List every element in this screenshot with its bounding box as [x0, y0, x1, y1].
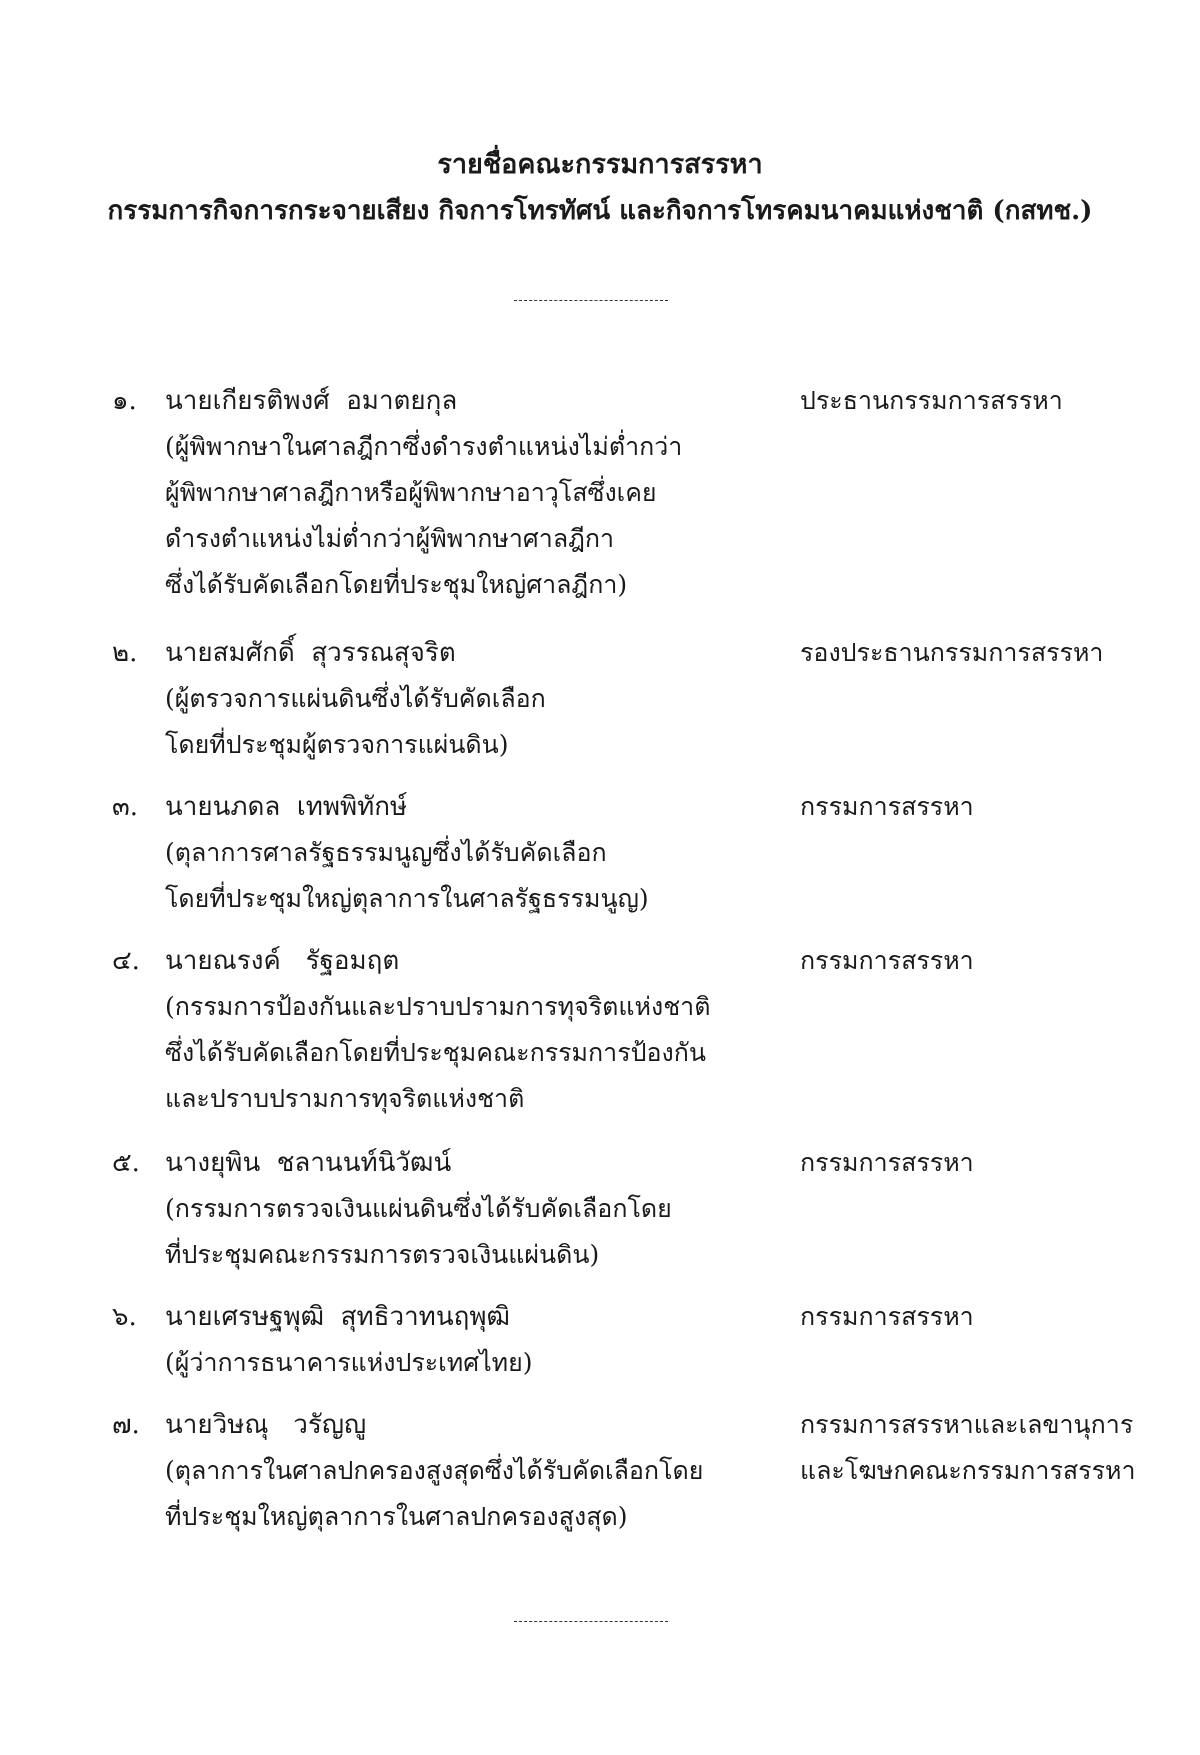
- member-name: นายเศรษฐพุฒิ สุทธิวาทนฤพุฒิ: [165, 1302, 510, 1332]
- member-number: ๕.: [112, 1148, 140, 1178]
- member-role-line: กรรมการสรรหา: [800, 1148, 974, 1177]
- member-description-line: โดยที่ประชุมผู้ตรวจการแผ่นดิน): [165, 730, 509, 759]
- member-role-line: และโฆษกคณะกรรมการสรรหา: [800, 1456, 1136, 1485]
- member-name: นายสมศักดิ์ สุวรรณสุจริต: [165, 638, 456, 668]
- member-number: ๗.: [112, 1410, 140, 1440]
- member-description-line: (ผู้ตรวจการแผ่นดินซึ่งได้รับคัดเลือก: [165, 684, 546, 713]
- member-number: ๓.: [112, 792, 139, 822]
- member-number: ๒.: [112, 638, 138, 668]
- member-role-line: กรรมการสรรหาและเลขานุการ: [800, 1410, 1134, 1439]
- member-description: [165, 1340, 533, 1386]
- member-description: [165, 984, 710, 1122]
- member-role: [800, 1402, 1136, 1494]
- member-role: [800, 938, 974, 984]
- member-role-line: กรรมการสรรหา: [800, 792, 974, 821]
- member-description-line: (กรรมการตรวจเงินแผ่นดินซึ่งได้รับคัดเลือกโดย: [165, 1194, 672, 1223]
- member-role-line: กรรมการสรรหา: [800, 946, 974, 975]
- member-description-line: (ตุลาการศาลรัฐธรรมนูญซึ่งได้รับคัดเลือก: [165, 838, 607, 867]
- member-description-line: ดำรงตำแหน่งไม่ต่ำกว่าผู้พิพากษาศาลฎีกา: [165, 524, 615, 553]
- member-role-line: กรรมการสรรหา: [800, 1302, 974, 1331]
- document-title: รายชื่อคณะกรรมการสรรหา: [437, 149, 763, 180]
- member-description-line: (ผู้พิพากษาในศาลฎีกาซึ่งดำรงตำแหน่งไม่ต่ำกว่า: [165, 432, 683, 461]
- member-role: [800, 784, 974, 830]
- member-role: [800, 630, 1103, 676]
- member-description-line: (กรรมการป้องกันและปราบปรามการทุจริตแห่งชาติ: [165, 992, 711, 1021]
- member-description: [165, 1448, 703, 1540]
- member-description-line: (ผู้ว่าการธนาคารแห่งประเทศไทย): [165, 1348, 533, 1377]
- member-description-line: ซึ่งได้รับคัดเลือกโดยที่ประชุมคณะกรรมการป้องกัน: [165, 1038, 706, 1067]
- document-subtitle: กรรมการกิจการกระจายเสียง กิจการโทรทัศน์ และกิจการโทรคมนาคมแห่งชาติ (กสทช.): [107, 196, 1093, 226]
- member-description-line: โดยที่ประชุมใหญ่ตุลาการในศาลรัฐธรรมนูญ): [165, 884, 649, 913]
- member-description-line: (ตุลาการในศาลปกครองสูงสุดซึ่งได้รับคัดเลือกโดย: [165, 1456, 704, 1485]
- separator-top: [514, 300, 668, 301]
- member-description: [165, 424, 682, 608]
- member-description: [165, 1186, 672, 1278]
- member-number: ๖.: [112, 1302, 137, 1332]
- member-description: [165, 830, 649, 922]
- member-role: [800, 1294, 974, 1340]
- member-description-line: ที่ประชุมคณะกรรมการตรวจเงินแผ่นดิน): [165, 1240, 600, 1269]
- member-name: นางยุพิน ชลานนท์นิวัฒน์: [165, 1148, 452, 1178]
- member-name: นายเกียรติพงศ์ อมาตยกุล: [165, 386, 458, 416]
- member-name: นายณรงค์ รัฐอมฤต: [165, 946, 400, 976]
- member-description-line: ที่ประชุมใหญ่ตุลาการในศาลปกครองสูงสุด): [165, 1502, 628, 1531]
- member-name: นายนภดล เทพพิทักษ์: [165, 792, 408, 822]
- member-number: ๑.: [112, 386, 137, 416]
- member-description: [165, 676, 546, 768]
- member-role: [800, 378, 1063, 424]
- member-description-line: และปราบปรามการทุจริตแห่งชาติ: [165, 1084, 525, 1113]
- member-description-line: ซึ่งได้รับคัดเลือกโดยที่ประชุมใหญ่ศาลฎีกา): [165, 570, 628, 599]
- member-role-line: ประธานกรรมการสรรหา: [800, 386, 1063, 415]
- member-description-line: ผู้พิพากษาศาลฎีกาหรือผู้พิพากษาอาวุโสซึ่งเคย: [165, 478, 657, 507]
- separator-bottom: [514, 1621, 668, 1622]
- member-name: นายวิษณุ วรัญญู: [165, 1410, 367, 1440]
- member-role-line: รองประธานกรรมการสรรหา: [800, 638, 1104, 667]
- member-role: [800, 1140, 974, 1186]
- member-number: ๔.: [112, 946, 140, 976]
